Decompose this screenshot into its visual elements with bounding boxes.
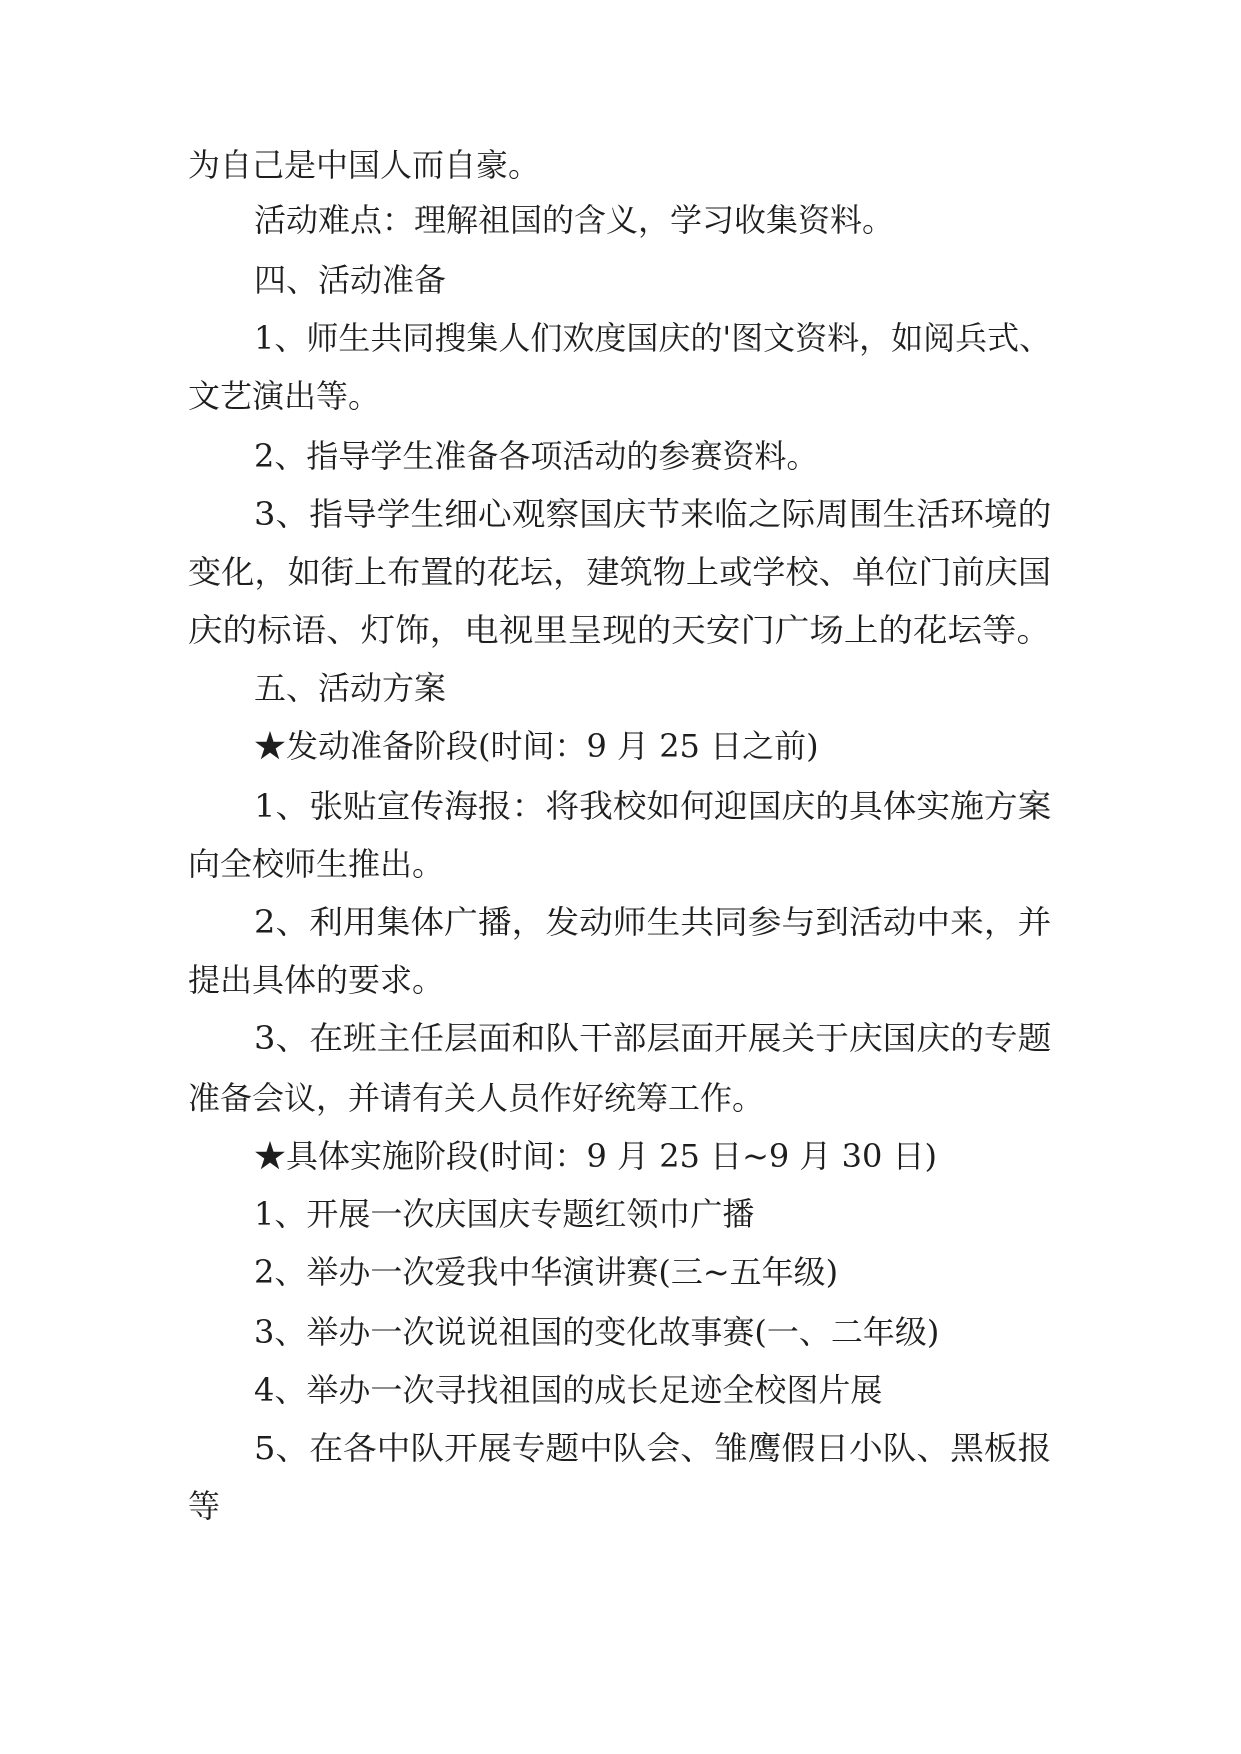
body-line: 3、在班主任层面和队干部层面开展关于庆国庆的专题 <box>254 1019 1052 1057</box>
stage-heading: ★发动准备阶段(时间：9 月 25 日之前) <box>254 727 819 765</box>
body-line: 4、举办一次寻找祖国的成长足迹全校图片展 <box>254 1371 883 1409</box>
body-line: 5、在各中队开展专题中队会、雏鹰假日小队、黑板报 <box>254 1429 1052 1467</box>
body-line: 1、师生共同搜集人们欢度国庆的'图文资料，如阅兵式、 <box>254 319 1052 357</box>
section-heading: 五、活动方案 <box>254 669 447 707</box>
body-line: 1、开展一次庆国庆专题红领巾广播 <box>254 1195 755 1233</box>
body-line: 2、举办一次爱我中华演讲赛(三~五年级) <box>254 1253 839 1291</box>
body-line: 活动难点：理解祖国的含义，学习收集资料。 <box>254 201 895 239</box>
body-line: 为自己是中国人而自豪。 <box>188 146 541 184</box>
body-line: 3、举办一次说说祖国的变化故事赛(一、二年级) <box>254 1313 940 1351</box>
body-line: 等 <box>188 1487 221 1525</box>
body-line: 向全校师生推出。 <box>188 845 445 883</box>
body-line: 文艺演出等。 <box>188 377 381 415</box>
body-line: 庆的标语、灯饰，电视里呈现的天安门广场上的花坛等。 <box>188 611 1052 649</box>
body-line: 提出具体的要求。 <box>188 961 445 999</box>
body-line: 3、指导学生细心观察国庆节来临之际周围生活环境的 <box>254 495 1052 533</box>
stage-heading: ★具体实施阶段(时间：9 月 25 日~9 月 30 日) <box>254 1137 937 1175</box>
body-line: 准备会议，并请有关人员作好统筹工作。 <box>188 1079 765 1117</box>
body-line: 1、张贴宣传海报：将我校如何迎国庆的具体实施方案 <box>254 787 1052 825</box>
section-heading: 四、活动准备 <box>254 261 447 299</box>
body-line: 变化，如街上布置的花坛，建筑物上或学校、单位门前庆国 <box>188 553 1052 591</box>
body-line: 2、利用集体广播，发动师生共同参与到活动中来，并 <box>254 903 1052 941</box>
body-line: 2、指导学生准备各项活动的参赛资料。 <box>254 437 819 475</box>
